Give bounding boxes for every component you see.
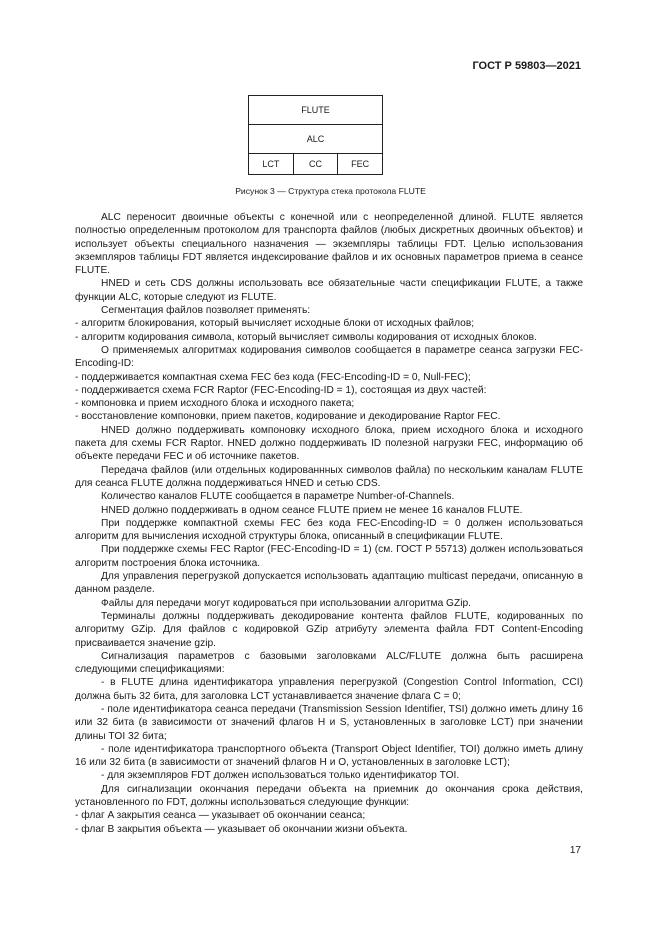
list-item: - алгоритм кодирования символа, который вычисляет символы кодирования от исходных блоков. (75, 331, 537, 343)
list-item: - компоновка и прием исходного блока и исходного пакета; (75, 398, 355, 410)
paragraph: - поле идентификатора транспортного объекта (Transport Object Identifier, TOI) должно иметь длину 16 или 32 бита (в зависимости от значений флагов H и O, установленных в заголовке LCT); (75, 743, 583, 769)
paragraph: - для экземпляров FDT должен использоваться только идентификатор TOI. (101, 770, 460, 782)
list-item: - флаг A закрытия сеанса — указывает об окончании сеанса; (75, 810, 366, 822)
stack-layer-bottom (249, 154, 382, 174)
page-number: 17 (569, 845, 581, 856)
paragraph: Сегментация файлов позволяет применять: (101, 305, 311, 317)
paragraph: Количество каналов FLUTE сообщается в параметре Number-of-Channels. (101, 491, 455, 503)
figure-caption: Рисунок 3 — Структура стека протокола FLUTE (235, 186, 426, 196)
list-item: - поддерживается схема FCR Raptor (FEC-Encoding-ID = 1), состоящая из двух частей: (75, 384, 487, 396)
paragraph: HNED должно поддерживать компоновку исходного блока, прием исходного блока и исходного пакета для схемы FCR Raptor. HNED должно поддерживать ID полезной нагрузки FEC, информацию об объекте передачи FEC и об источнике пакетов. (75, 424, 583, 463)
paragraph: При поддержке схемы FEC Raptor (FEC-Encoding-ID = 1) (см. ГОСТ Р 55713) должен использоваться алгоритм построения блока источника. (75, 544, 583, 569)
paragraph: Терминалы должны поддерживать декодирование контента файлов FLUTE, кодированных по алгоритму GZip. Для файлов с кодировкой GZip атрибуту элемента файла FDT Content-Encoding присваивается значение gzip. (75, 610, 583, 649)
document-header: ГОСТ Р 59803—2021 (472, 60, 581, 72)
list-item: - восстановление компоновки, прием пакетов, кодирование и декодирование Raptor FEC. (75, 411, 501, 423)
paragraph: HNED должно поддерживать в одном сеансе FLUTE прием не менее 16 каналов FLUTE. (101, 504, 523, 516)
protocol-stack-diagram (248, 95, 383, 175)
paragraph: Файлы для передачи могут кодироваться при использовании алгоритма GZip. (101, 597, 471, 609)
body-text (75, 211, 583, 836)
paragraph: Передача файлов (или отдельных кодированнных символов файла) по нескольким каналам FLUTE для сеанса FLUTE должна поддерживаться HNED и сетью CDS. (75, 464, 583, 489)
list-item: - алгоритм блокирования, который вычисляет исходные блоки от исходных файлов; (75, 318, 475, 330)
paragraph: ALC переносит двоичные объекты с конечной или с неопределенной длиной. FLUTE является полностью определенным протоколом для транспорта файлов (любых дискретных двоичных объектов) и использует объекты специального назначения — экземпляры таблицы FDT. Целью использования экземпляров таблицы FDT является индексирование файлов и их основных параметров приема в сеансе FLUTE. (75, 212, 583, 277)
paragraph: О применяемых алгоритмах кодирования символов сообщается в параметре сеанса загрузки FEC-Encoding-ID: (75, 344, 583, 370)
stack-layer-alc: ALC (249, 125, 382, 154)
list-item: - флаг B закрытия объекта — указывает об окончании жизни объекта. (75, 823, 408, 835)
paragraph: - поле идентификатора сеанса передачи (Transmission Session Identifier, TSI) должно иметь длину 16 или 32 бита (в зависимости от значений флагов H и S, установленных в заголовке LCT) при значении длины TOI 32 бита; (75, 703, 583, 742)
stack-layer-flute: FLUTE (249, 96, 382, 125)
list-item: - поддерживается компактная схема FEC без кода (FEC-Encoding-ID = 0, Null-FEC); (75, 371, 471, 383)
stack-cell-lct: LCT (262, 159, 280, 169)
paragraph: Сигнализация параметров с базовыми заголовками ALC/FLUTE должна быть расширена следующими спецификациями: (75, 650, 583, 676)
paragraph: - в FLUTE длина идентификатора управления перегрузкой (Congestion Control Information, CCI) должна быть 32 бита, для заголовка LCT устанавливается значение флага C = 0; (75, 677, 583, 702)
paragraph: При поддержке компактной схемы FEC без кода FEC-Encoding-ID = 0 должен использоваться алгоритм для вычисления исходной структуры блока, описанный в спецификации FLUTE. (75, 517, 583, 543)
paragraph: Для сигнализации окончания передачи объекта на приемник до окончания срока действия, установленного по FDT, должны использоваться следующие функции: (75, 783, 583, 809)
stack-cell-fec: FEC (337, 154, 382, 174)
paragraph: Для управления перегрузкой допускается использовать адаптацию multicast передачи, описанную в данном разделе. (75, 571, 583, 596)
paragraph: HNED и сеть CDS должны использовать все обязательные части спецификации FLUTE, а также функции ALC, которые следуют из FLUTE. (75, 278, 583, 303)
stack-cell-cc: CC (293, 154, 338, 174)
